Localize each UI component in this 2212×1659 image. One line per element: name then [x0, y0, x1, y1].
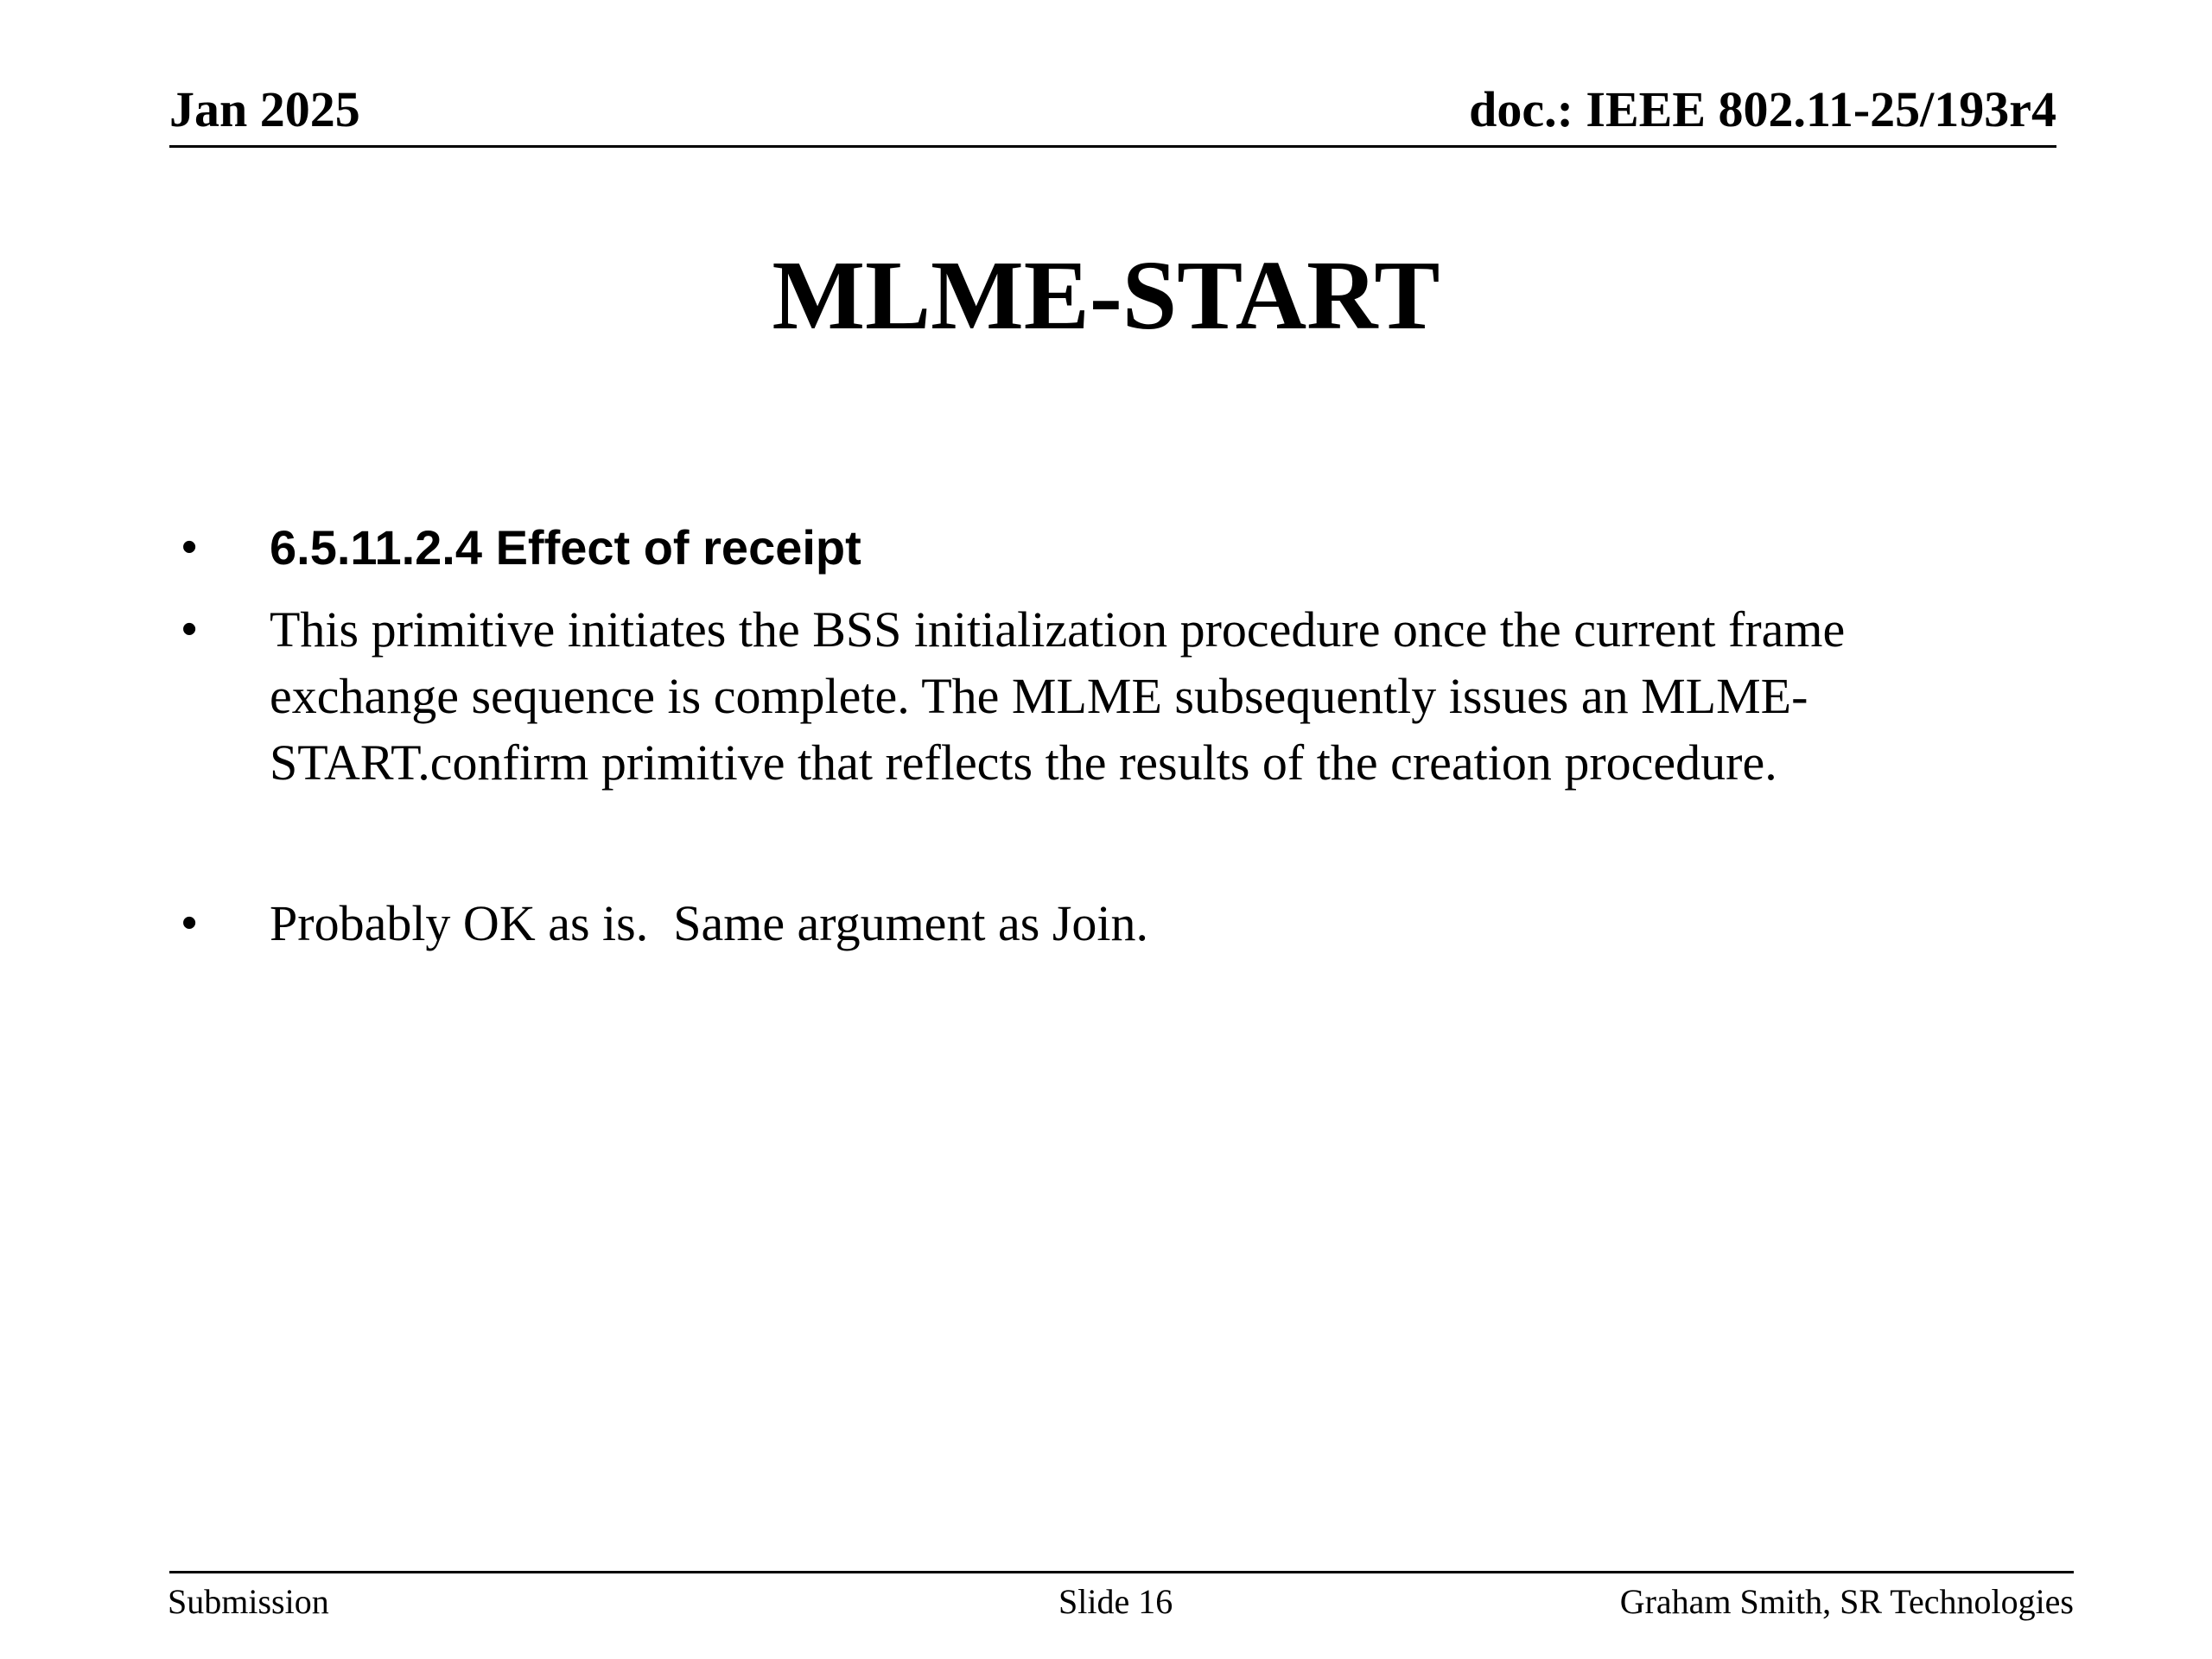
- footer-slide-number: Slide 16: [1058, 1582, 1173, 1621]
- footer-divider: [169, 1571, 2074, 1573]
- header-date: Jan 2025: [169, 81, 360, 137]
- bullet-text: This primitive initiates the BSS initialization procedure once the current frame exchange sequence is complete. The MLME subsequently issues an MLME- START.confirm primitive that reflects the results of the creation procedure.: [270, 601, 1846, 791]
- bullet-marker: •: [181, 522, 198, 572]
- footer-submission: Submission: [168, 1582, 329, 1621]
- bullet-heading: 6.5.11.2.4 Effect of receipt: [270, 520, 861, 575]
- bullet-text: Probably OK as is. Same argument as Join.: [270, 895, 1149, 951]
- header-doc-id: doc.: IEEE 802.11-25/193r4: [1469, 81, 2056, 137]
- footer-author: Graham Smith, SR Technologies: [1619, 1582, 2074, 1621]
- header-divider: [169, 145, 2056, 148]
- bullet-marker: •: [181, 898, 198, 948]
- bullet-marker: •: [181, 604, 198, 654]
- slide-title: MLME-START: [772, 240, 1440, 350]
